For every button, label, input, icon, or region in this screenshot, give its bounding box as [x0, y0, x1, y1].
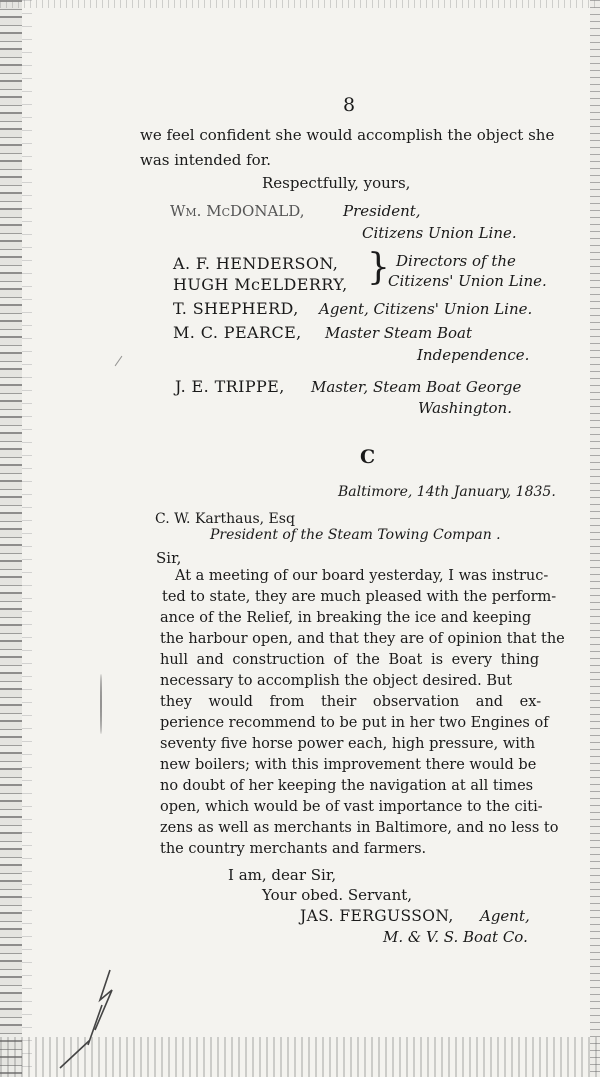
signer-shepherd-title: Agent, Citizens' Union Line.	[319, 300, 533, 318]
signer-trippe-boat: Washington.	[418, 399, 512, 417]
ink-mark	[100, 674, 102, 734]
directors-label-2: Citizens' Union Line.	[388, 272, 547, 290]
directors-label-1: Directors of the	[396, 252, 516, 270]
body-line: new boilers; with this improvement there would be	[160, 757, 537, 773]
body-line: no doubt of her keeping the navigation at all times	[160, 778, 534, 794]
scribble-mark	[40, 960, 130, 1070]
signer-mcdonald-title: President,	[343, 202, 421, 220]
body-line: open, which would be of vast importance to the citi-	[160, 799, 543, 815]
signer-pearce-title: Master Steam Boat	[325, 324, 472, 342]
letter-label: C	[360, 446, 376, 468]
dateline: Baltimore, 14th January, 1835.	[338, 484, 556, 500]
signer-pearce-name: M. C. PEARCE,	[173, 323, 302, 342]
sender-name: JAS. FERGUSSON,	[300, 907, 454, 925]
scan-left-edge-lines	[22, 0, 32, 1077]
addressee-name: C. W. Karthaus, Esq	[155, 511, 295, 527]
body-line: necessary to accomplish the object desired. But	[160, 673, 513, 689]
continuation-line-2: was intended for.	[140, 151, 271, 169]
salutation: Sir,	[156, 549, 182, 567]
body-line: seventy five horse power each, high pressure, with	[160, 736, 536, 752]
sign-off-2: Your obed. Servant,	[262, 886, 413, 904]
signer-mcdonald-org: Citizens Union Line.	[362, 224, 517, 242]
scan-left-edge	[0, 0, 22, 1077]
continuation-line-1: we feel confident she would accomplish the object she	[140, 126, 555, 144]
page-number: 8	[343, 94, 356, 116]
signer-trippe-name: J. E. TRIPPE,	[175, 377, 285, 396]
body-line: the harbour open, and that they are of opinion that the	[160, 631, 565, 647]
sender-title: Agent,	[480, 907, 530, 925]
signer-mcelderry: HUGH McELDERRY,	[173, 275, 348, 294]
body-line: ance of the Relief, in breaking the ice and keeping	[160, 610, 532, 626]
scan-top-edge	[0, 0, 600, 8]
body-line: zens as well as merchants in Baltimore, and no less to	[160, 820, 559, 836]
body-line: At a meeting of our board yesterday, I was instruc-	[175, 568, 549, 584]
body-line: the country merchants and farmers.	[160, 841, 427, 857]
addressee-title: President of the Steam Towing Compan .	[210, 527, 501, 543]
signer-henderson: A. F. HENDERSON,	[173, 254, 339, 273]
signer-trippe-title: Master, Steam Boat George	[311, 378, 522, 396]
sign-off-1: I am, dear Sir,	[228, 866, 337, 884]
body-line: perience recommend to be put in her two Engines of	[160, 715, 549, 731]
signer-pearce-boat: Independence.	[417, 346, 530, 364]
body-line: ted to state, they are much pleased with the perform-	[162, 589, 557, 605]
ink-mark	[115, 356, 123, 366]
sender-org: M. & V. S. Boat Co.	[383, 928, 528, 946]
signer-shepherd-name: T. SHEPHERD,	[173, 299, 299, 318]
body-line: they would from their observation and ex-	[160, 694, 542, 710]
signer-mcdonald-name: Wm. McDONALD,	[170, 202, 305, 220]
body-line: hull and construction of the Boat is every thing	[160, 652, 540, 668]
closing: Respectfully, yours,	[262, 174, 411, 192]
scan-right-edge	[590, 0, 600, 1077]
directors-brace: }	[367, 247, 390, 288]
